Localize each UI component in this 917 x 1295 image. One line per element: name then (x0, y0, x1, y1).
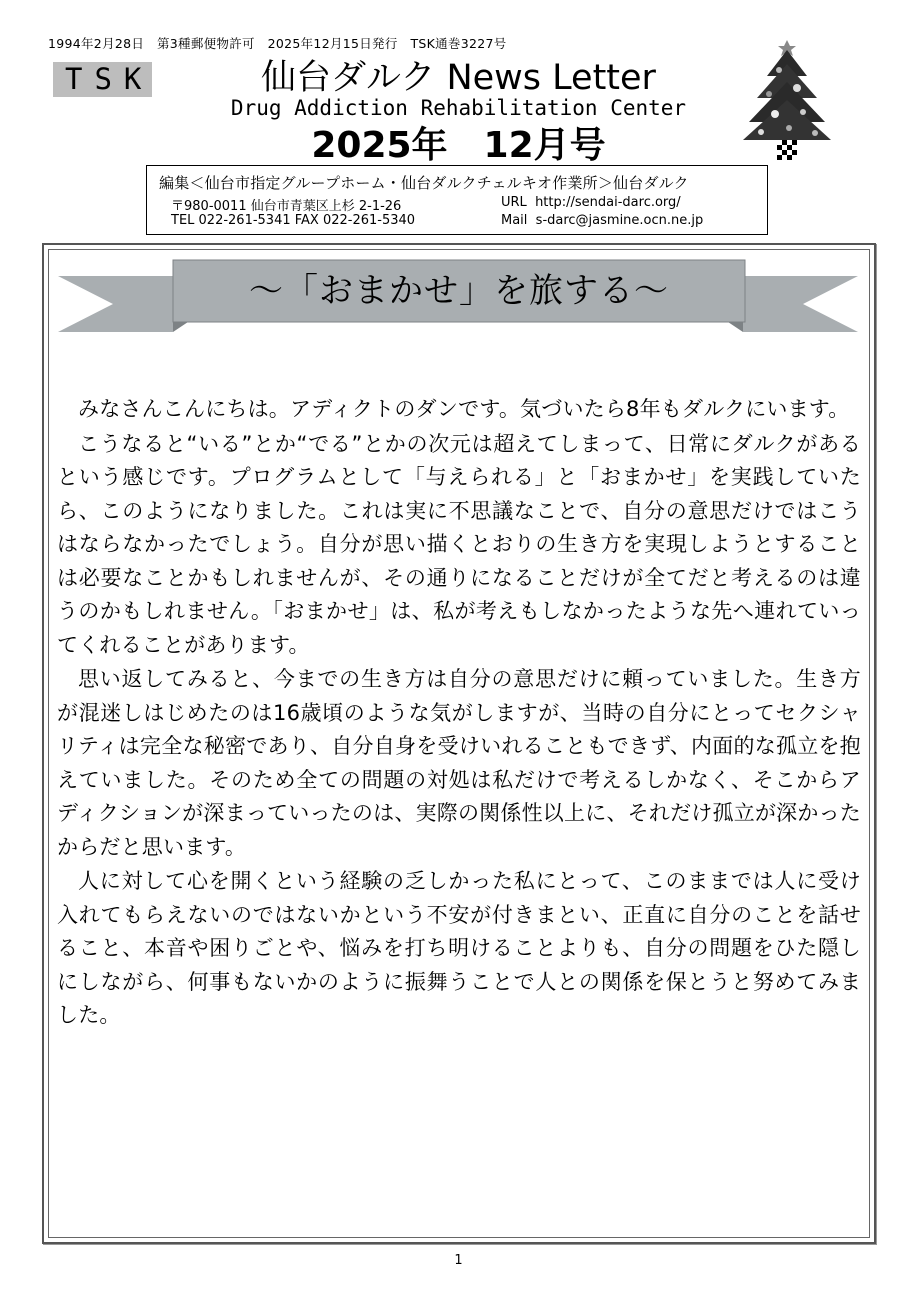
issue-title: 2025年 12月号 (311, 125, 606, 166)
website-link[interactable]: http://sendai-darc.org/ (535, 195, 681, 210)
paragraph: こうなると“いる”とか“でる”とかの次元は超えてしまって、日常にダルクがあるという感じです。プログラムとして「与えられる」と「おまかせ」を実践していたら、このようになりました。これは実に不思議なことで、自分の意思だけではこうはならなかったでしょう。自分が思い描くとおりの生き方を実現しようとすることは必要なことかもしれませんが、その通りになることだけが全てだと考えるのは違うのかもしれません。「おまかせ」は、私が考えもしなかったような先へ連れていってくれることがあります。 (57, 431, 861, 657)
tsk-label: TSK (53, 62, 152, 97)
article-body (57, 393, 861, 1034)
address: 〒980-0011 仙台市青葉区上杉 2-1-26 (171, 199, 402, 214)
mail-label: Mail (501, 213, 528, 228)
email-link[interactable]: s-darc@jasmine.ocn.ne.jp (535, 213, 704, 228)
paragraph: 人に対して心を開くという経験の乏しかった私にとって、このままでは人に受け入れてもらえないのではないかという不安が付きまとい、正直に自分のことを話せること、本音や困りごとや、悩みを打ち明けることよりも、自分の問題をひた隠しにしながら、何事もないかのように振舞うことで人との関係を保とうと努めてみました。 (57, 869, 861, 1027)
paragraph: 思い返してみると、今までの生き方は自分の意思だけに頼っていました。生き方が混迷しはじめたのは16歳頃のような気がしますが、当時の自分にとってセクシャリティは完全な秘密であり、自分自身を受けいれることもできず、内面的な孤立を抱えていました。そのため全ての問題の対処は私だけで考えるしかなく、そこからアディクションが深まっていったのは、実際の関係性以上に、それだけ孤立が深かったからだと思います。 (57, 667, 861, 859)
page-number: 1 (454, 1253, 463, 1268)
publisher-info-box (146, 165, 768, 235)
mail-line (501, 213, 703, 228)
registration-line: 1994年2月28日 第3種郵便物許可 2025年12月15日発行 TSK通巻3227号 (48, 36, 507, 51)
tel-fax: TEL 022-261-5341 FAX 022-261-5340 (171, 213, 416, 228)
editor-line: 編集＜仙台市指定グループホーム・仙台ダルクチェルキオ作業所＞仙台ダルク (159, 174, 689, 192)
article-title: ～「おまかせ」を旅する～ (249, 271, 669, 311)
newsletter-subtitle: Drug Addiction Rehabilitation Center (230, 96, 687, 120)
newsletter-title: 仙台ダルク News Letter (261, 58, 656, 98)
paragraph: みなさんこんにちは。アディクトのダンです。気づいたら8年もダルクにいます。 (78, 397, 850, 421)
url-line (501, 195, 681, 210)
url-label: URL (501, 195, 527, 210)
christmas-tree-icon (739, 38, 835, 162)
